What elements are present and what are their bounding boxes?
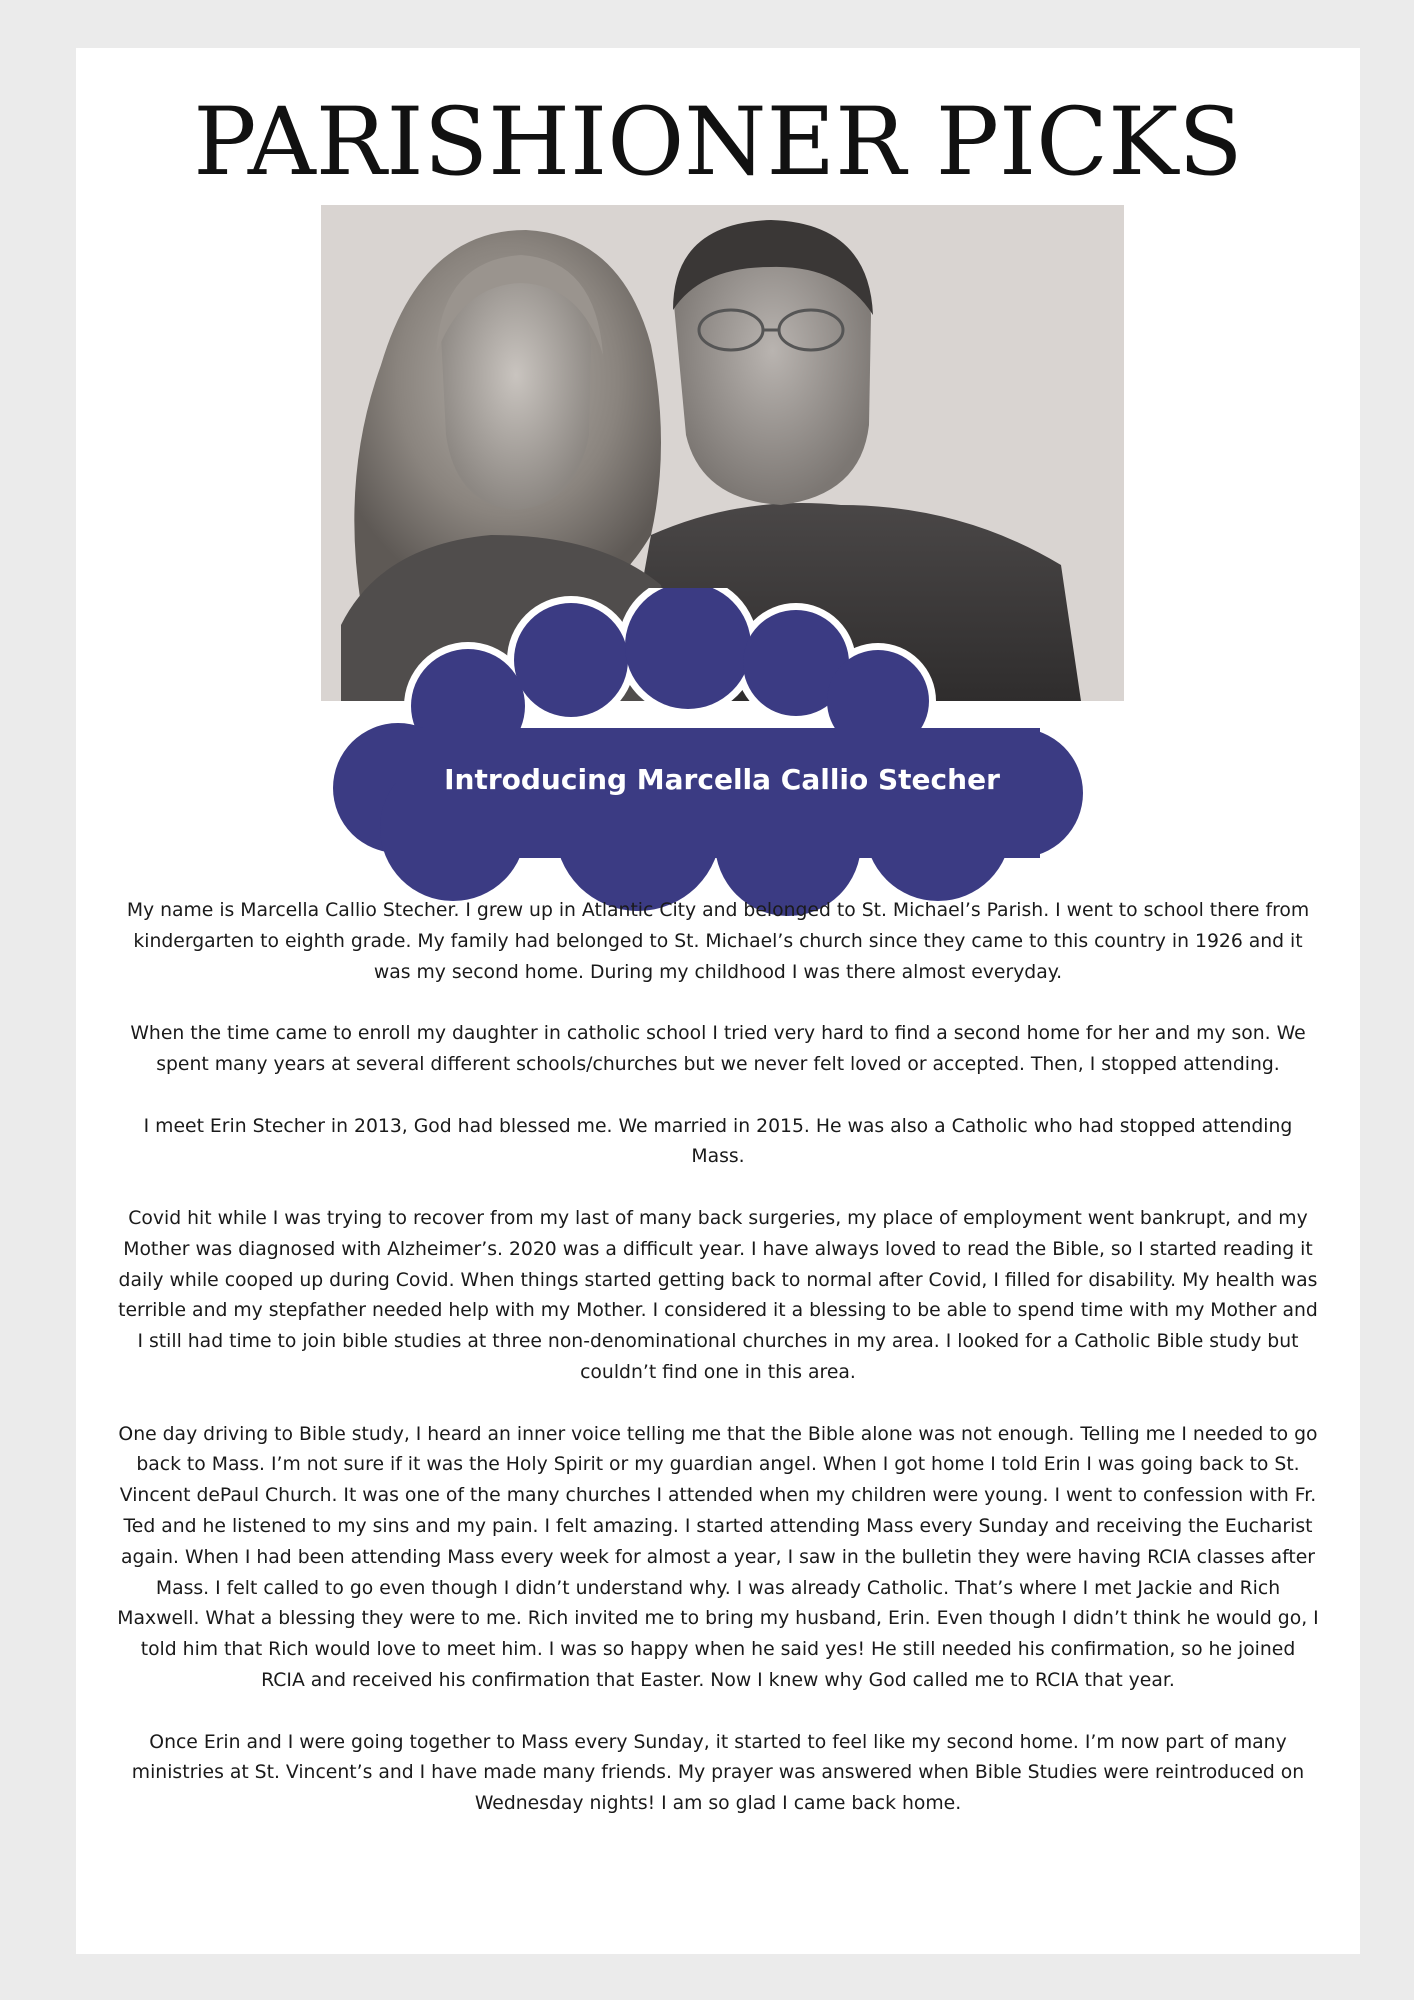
article-paragraph: Once Erin and I were going together to Mass every Sunday, it started to feel like my second home. I’m now part of many ministries at St. Vincent’s and I have made many friends. My prayer was answered when Bible Studies were reintroduced on Wednesday nights! I am so glad I came back home. [131,1731,1305,1815]
page-title: PARISHIONER PICKS [193,88,1243,197]
article-paragraph: Covid hit while I was trying to recover from my last of many back surgeries, my place of employment went bankrupt, and my Mother was diagnosed with Alzheimer’s. 2020 was a difficult year. I have always loved to read the Bible, so I started reading it daily while cooped up during Covid. When things started getting back to normal after Covid, I filled for disability. My health was terrible and my stepfather needed help with my Mother. I considered it a blessing to be able to spend time with my Mother and I still had time to join bible studies at three non-denominational churches in my area. I looked for a Catholic Bible study but couldn’t find one in this area. [118,1207,1318,1383]
intro-heading: Introducing Marcella Callio Stecher [444,763,1000,796]
article-paragraph: I meet Erin Stecher in 2013, God had blessed me. We married in 2015. He was also a Catholic who had stopped attending Mass. [143,1115,1293,1168]
article-paragraph: When the time came to enroll my daughter in catholic school I tried very hard to find a second home for her and my son. We spent many years at several different schools/churches but we never felt loved or accepted. Then, I stopped attending. [130,1023,1306,1075]
article-paragraph: My name is Marcella Callio Stecher. I grew up in Atlantic City and belonged to St. Michael’s Parish. I went to school there from kindergarten to eighth grade. My family had belonged to St. Michael’s church since they came to this country in 1926 and it was my second home. During my childhood I was there almost everyday. [126,900,1310,983]
article-body [116,896,1320,1851]
article-paragraph: One day driving to Bible study, I heard an inner voice telling me that the Bible alone was not enough. Telling me I needed to go back to Mass. I’m not sure if it was the Holy Spirit or my guardian angel. When I got home I told Erin I was going back to St. Vincent dePaul Church. It was one of the many churches I attended when my children were young. I went to confession with Fr. Ted and he listened to my sins and my pain. I felt amazing. I started attending Mass every Sunday and receiving the Eucharist again. When I had been attending Mass every week for almost a year, I saw in the bulletin they were having RCIA classes after Mass. I felt called to go even though I didn’t understand why. I was already Catholic. That’s where I met Jackie and Rich Maxwell. What a blessing they were to me. Rich invited me to bring my husband, Erin. Even though I didn’t think he would go, I told him that Rich would love to meet him. I was so happy when he said yes! He still needed his confirmation, so he joined RCIA and received his confirmation that Easter. Now I knew why God called me to RCIA that year. [117,1423,1319,1691]
newsletter-page [76,48,1360,1954]
intro-cloud-banner [318,588,1118,938]
